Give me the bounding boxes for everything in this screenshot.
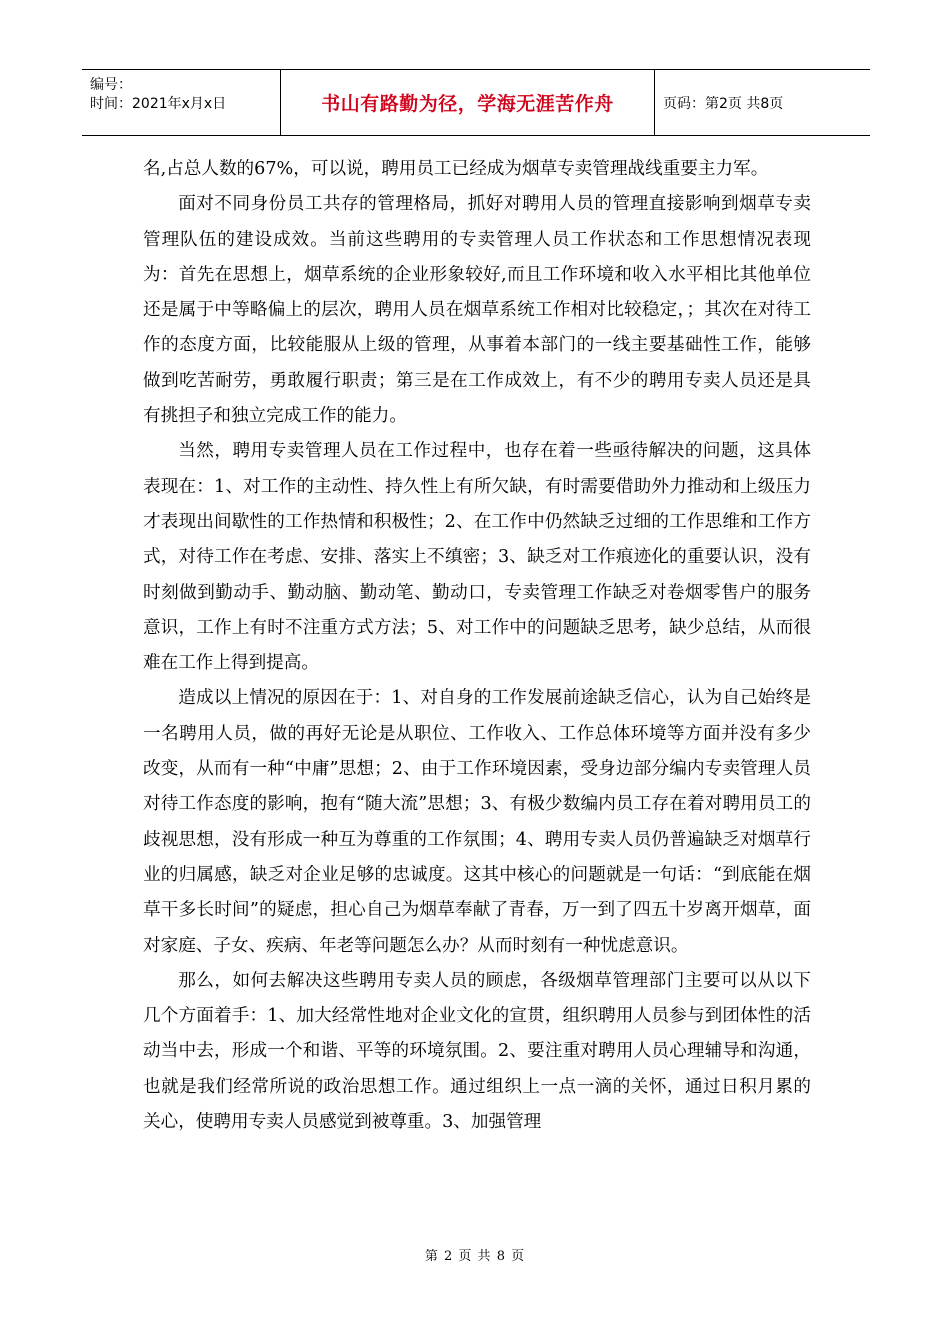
paragraph: 面对不同身份员工共存的管理格局，抓好对聘用人员的管理直接影响到烟草专卖管理队伍的建设成效。当前这些聘用的专卖管理人员工作状态和工作思想情况表现为：首先在思想上，烟草系统的企业形象较好,而且工作环境和收入水平相比其他单位还是属于中等略偏上的层次，聘用人员在烟草系统工作相对比较稳定，；其次在对待工作的态度方面，比较能服从上级的管理，从事着本部门的一线主要基础性工作，能够做到吃苦耐劳，勇敢履行职责；第三是在工作成效上，有不少的聘用专卖人员还是具有挑担子和独立完成工作的能力。 xyxy=(143,194,811,427)
document-number-label: 编号： xyxy=(90,77,132,93)
paragraph: 当然，聘用专卖管理人员在工作过程中，也存在着一些亟待解决的问题，这具体表现在：1、对工作的主动性、持久性上有所欠缺，有时需要借助外力推动和上级压力才表现出间歇性的工作热情和积极性；2、在工作中仍然缺乏过细的工作思维和工作方式，对待工作在考虑、安排、落实上不缜密；3、缺乏对工作痕迹化的重要认识，没有时刻做到勤动手、勤动脑、勤动笔、勤动口，专卖管理工作缺乏对卷烟零售户的服务意识，工作上有时不注重方式方法；5、对工作中的问题缺乏思考，缺少总结，从而很难在工作上得到提高。 xyxy=(143,441,811,674)
paragraph: 造成以上情况的原因在于：1、对自身的工作发展前途缺乏信心，认为自己始终是一名聘用人员，做的再好无论是从职位、工作收入、工作总体环境等方面并没有多少改变，从而有一种“中庸”思想；2、由于工作环境因素，受身边部分编内专卖管理人员对待工作态度的影响，抱有“随大流”思想；3、有极少数编内员工存在着对聘用员工的歧视思想，没有形成一种互为尊重的工作氛围；4、聘用专卖人员仍普遍缺乏对烟草行业的归属感，缺乏对企业足够的忠诚度。这其中核心的问题就是一句话：“到底能在烟草干多长时间”的疑虑，担心自己为烟草奉献了青春，万一到了四五十岁离开烟草，面对家庭、子女、疾病、年老等问题怎么办？从而时刻有一种忧虑意识。 xyxy=(143,688,811,956)
header-motto: 书山有路勤为径，学海无涯苦作舟 xyxy=(281,70,655,135)
document-header xyxy=(82,69,870,136)
header-page-code: 页码：第2页 共8页 xyxy=(663,95,784,112)
paragraph: 那么，如何去解决这些聘用专卖人员的顾虑，各级烟草管理部门主要可以从以下几个方面着手：1、加大经常性地对企业文化的宣贯，组织聘用人员参与到团体性的活动当中去，形成一个和谐、平等的环境氛围。2、要注重对聘用人员心理辅导和沟通，也就是我们经常所说的政治思想工作。通过组织上一点一滴的关怀，通过日积月累的关心，使聘用专卖人员感觉到被尊重。3、加强管理 xyxy=(143,970,811,1133)
document-body xyxy=(143,152,811,1140)
paragraph-continuation: 名,占总人数的67%，可以说，聘用员工已经成为烟草专卖管理战线重要主力军。 xyxy=(143,159,769,179)
header-meta-cell xyxy=(82,70,281,135)
document-date-label: 时间：2021年x月x日 xyxy=(90,96,227,112)
page-footer: 第 2 页 共 8 页 xyxy=(424,1249,526,1264)
